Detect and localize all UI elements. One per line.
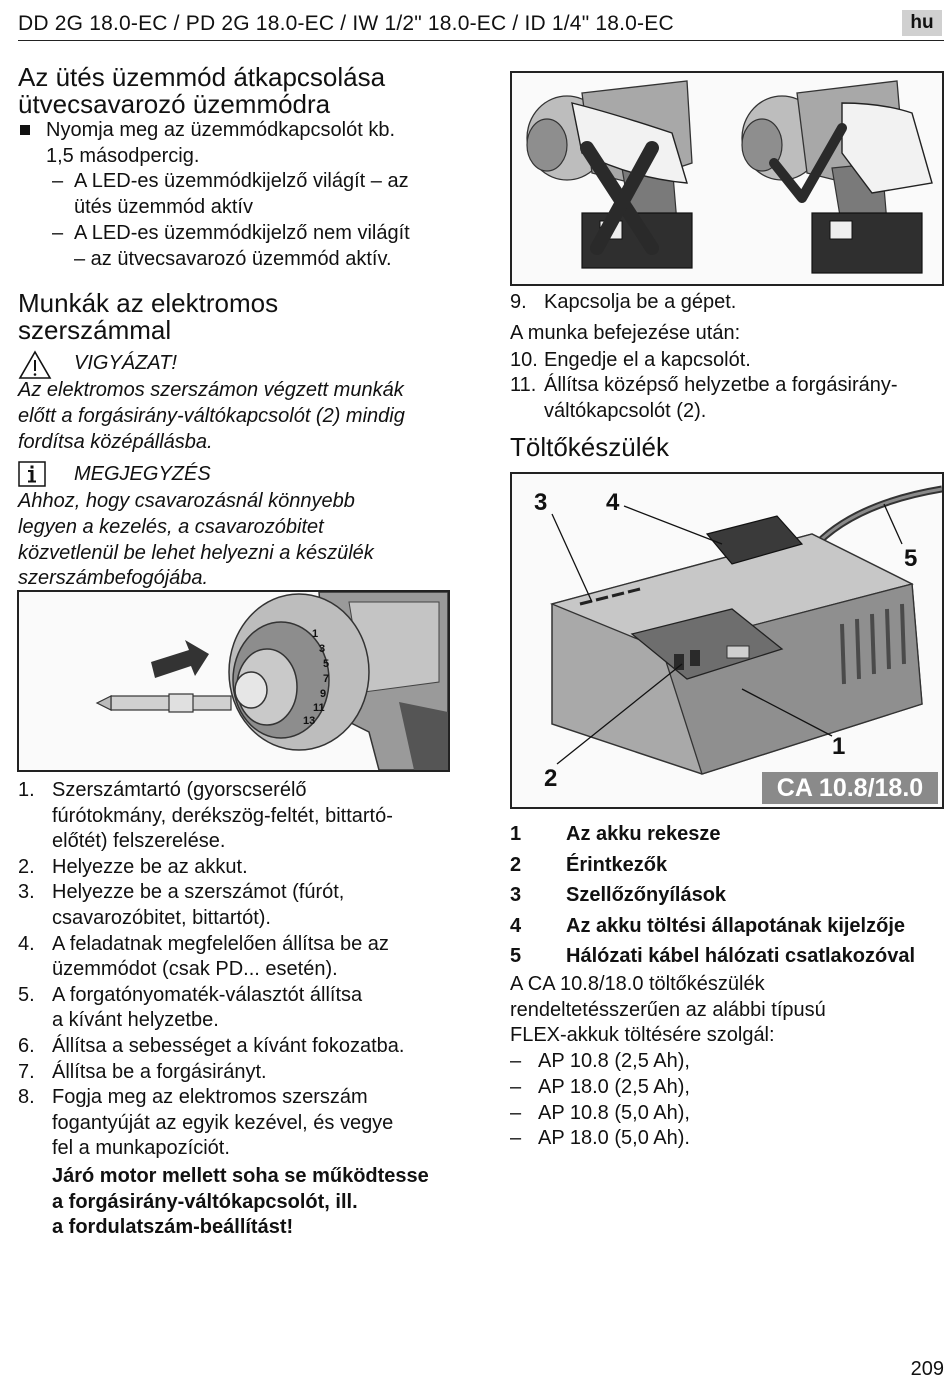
step-item [510, 348, 940, 374]
step-item [510, 290, 940, 316]
step-text: Kapcsolja be a gépet. [544, 291, 737, 313]
heading-line: Az ütés üzemmód átkapcsolása [18, 62, 386, 92]
legend-key: 2 [510, 853, 522, 876]
warning-line: a forgásirány-váltókapcsolót, ill. [52, 1190, 358, 1213]
note-text [18, 489, 458, 592]
step-text: a kívánt helyzetbe. [52, 1009, 219, 1032]
step-text: Állítsa a sebességet a kívánt fokozatba. [52, 1034, 405, 1057]
callout-number: 3 [534, 489, 548, 516]
square-bullet-icon [20, 125, 30, 135]
charger-figure [510, 472, 944, 809]
battery-text: AP 10.8 (2,5 Ah), [538, 1050, 690, 1073]
step-text: Állítsa be a forgásirányt. [52, 1060, 267, 1083]
step-text: Fogja meg az elektromos szerszám [52, 1086, 368, 1109]
charger-illustration [512, 474, 942, 807]
step-text: A forgatónyomaték-választót állítsa [52, 983, 363, 1006]
dash-icon: – [510, 1050, 522, 1073]
legend-key: 4 [510, 914, 522, 937]
step-number: 3. [18, 881, 35, 904]
legend-key: 1 [510, 823, 522, 845]
dash-item [18, 169, 458, 220]
step-text: Helyezze be az akkut. [52, 855, 248, 878]
dash-icon: – [52, 221, 64, 244]
step-text: Szerszámtartó (gyorscserélő [52, 779, 307, 801]
legend-row [510, 852, 950, 883]
bold-warning [18, 1164, 458, 1241]
language-badge: hu [902, 10, 942, 36]
text-line: Ahhoz, hogy csavarozásnál könnyebb [18, 490, 355, 513]
legend-value: Érintkezők [566, 853, 668, 876]
section-heading-mode [18, 64, 458, 118]
step-number: 8. [18, 1086, 35, 1109]
step-text: előtét) felszerelése. [52, 830, 226, 853]
dial-label: 9 [320, 688, 327, 700]
callout-number: 2 [544, 765, 558, 792]
legend-value: Hálózati kábel hálózati csatlakozóval [566, 945, 916, 968]
heading-line: ütvecsavarozó üzemmódra [18, 89, 331, 119]
page-header [18, 8, 944, 41]
step-text: csavarozóbitet, bittartót). [52, 906, 271, 929]
charger-paragraph [510, 972, 940, 1152]
page-number: 209 [910, 1358, 944, 1380]
drill-bit-figure [17, 590, 450, 772]
step-text: Állítsa középső helyzetbe a forgásirány- [544, 374, 898, 397]
legend-row [510, 943, 950, 974]
battery-text: AP 18.0 (5,0 Ah). [538, 1127, 690, 1150]
battery-item [510, 1126, 940, 1152]
battery-item [510, 1075, 940, 1101]
text-line: legyen a kezelés, a csavarozóbitet [18, 516, 324, 539]
charger-heading: Töltőkészülék [510, 432, 669, 462]
step-text: üzemmódot (csak PD... esetén). [52, 958, 338, 981]
legend-row [510, 882, 950, 913]
text-line: A LED-es üzemmódkijelző nem világít [74, 221, 410, 244]
step-text: fogantyúját az egyik kezével, és vegye [52, 1111, 394, 1134]
text-line: ütés üzemmód aktív [74, 196, 253, 219]
note-header [18, 461, 458, 489]
drill-illustration [19, 592, 448, 770]
battery-item [510, 1101, 940, 1127]
bullet-item [18, 118, 458, 169]
text-line: – az ütvecsavarozó üzemmód aktív. [74, 247, 392, 270]
legend-value: Szellőzőnyílások [566, 884, 727, 907]
step-text: Engedje el a kapcsolót. [544, 348, 751, 371]
header-title: DD 2G 18.0-EC / PD 2G 18.0-EC / IW 1/2" 18.0-EC / ID 1/4" 18.0-EC [18, 12, 674, 35]
step-number: 10. [510, 348, 538, 371]
text-line: rendeltetésszerűen az alábbi típusú [510, 998, 826, 1021]
warning-text [18, 378, 458, 455]
dial-label: 1 [312, 628, 319, 640]
step-number: 7. [18, 1060, 35, 1083]
dial-label: 5 [323, 658, 330, 670]
step-text: A feladatnak megfelelően állítsa be az [52, 932, 389, 955]
warning-line: a fordulatszám-beállítást! [52, 1216, 294, 1239]
step-text: Helyezze be a szerszámot (fúrót, [52, 881, 345, 904]
step-item [18, 1060, 458, 1086]
callout-number: 5 [904, 545, 918, 572]
steps-list-right [510, 290, 940, 424]
charger-legend [510, 821, 950, 974]
left-column [18, 64, 458, 592]
text-line: Az elektromos szerszámon végzett munkák [18, 379, 404, 402]
step-text: váltókapcsolót (2). [544, 399, 707, 422]
grip-illustration [512, 73, 942, 284]
warning-line: Járó motor mellett soha se működtesse [52, 1164, 429, 1187]
heading-line: Munkák az elektromos [18, 288, 279, 319]
step-number: 9. [510, 291, 527, 313]
legend-row [510, 913, 950, 944]
step-number: 11. [510, 374, 537, 397]
step-number: 5. [18, 983, 35, 1006]
dial-label: 13 [303, 715, 316, 727]
text-line: szerszámbefogójába. [18, 567, 209, 590]
text-line: FLEX-akkuk töltésére szolgál: [510, 1024, 775, 1047]
callout-number: 4 [606, 489, 620, 516]
warning-triangle-icon [18, 350, 52, 380]
charger-model-badge: CA 10.8/18.0 [776, 774, 924, 802]
dash-icon: – [510, 1075, 522, 1098]
step-item [18, 932, 458, 983]
dash-item [18, 221, 458, 272]
steps-list [18, 778, 458, 1241]
battery-text: AP 10.8 (5,0 Ah), [538, 1101, 690, 1124]
battery-text: AP 18.0 (2,5 Ah), [538, 1075, 690, 1098]
text-line: közvetlenül be lehet helyezni a készülék [18, 541, 374, 564]
step-number: 6. [18, 1034, 35, 1057]
battery-item [510, 1049, 940, 1075]
step-item [18, 1085, 458, 1162]
note-label: MEGJEGYZÉS [74, 463, 211, 486]
step-text: fel a munkapozíciót. [52, 1137, 230, 1160]
text-line: A CA 10.8/18.0 töltőkészülék [510, 973, 765, 995]
legend-value: Az akku rekesze [566, 823, 721, 845]
legend-value: Az akku töltési állapotának kijelzője [566, 914, 906, 937]
step-text: fúrótokmány, derékszög-feltét, bittartó- [52, 804, 393, 827]
text-line: előtt a forgásirány-váltókapcsolót (2) mindig [18, 404, 405, 427]
callout-number: 1 [832, 733, 846, 760]
dash-icon: – [52, 170, 64, 193]
step-number: 2. [18, 855, 35, 878]
heading-line: szerszámmal [18, 315, 172, 346]
legend-row [510, 821, 950, 852]
dial-label: 11 [313, 702, 325, 714]
after-work-text: A munka befejezése után: [510, 321, 741, 344]
step-item [18, 983, 458, 1034]
dash-icon: – [510, 1101, 522, 1124]
dash-icon: – [510, 1127, 522, 1150]
legend-key: 5 [510, 945, 522, 968]
step-number: 1. [18, 779, 35, 801]
step-item [510, 373, 940, 424]
info-icon [18, 461, 46, 487]
dial-label: 3 [319, 643, 326, 655]
section-heading-work [18, 290, 458, 344]
step-item [18, 1034, 458, 1060]
warning-label: VIGYÁZAT! [74, 352, 177, 375]
step-item [18, 855, 458, 881]
text-line: A LED-es üzemmódkijelző világít – az [74, 170, 409, 193]
warning-header [18, 350, 458, 378]
dial-label: 7 [323, 673, 330, 685]
text-line: 1,5 másodpercig. [46, 144, 200, 167]
grip-figure [510, 71, 944, 286]
step-number: 4. [18, 932, 35, 955]
text-line: fordítsa középállásba. [18, 430, 213, 453]
step-item [18, 880, 458, 931]
step-item [18, 778, 458, 855]
legend-key: 3 [510, 884, 522, 907]
text-line: Nyomja meg az üzemmódkapcsolót kb. [46, 119, 396, 141]
